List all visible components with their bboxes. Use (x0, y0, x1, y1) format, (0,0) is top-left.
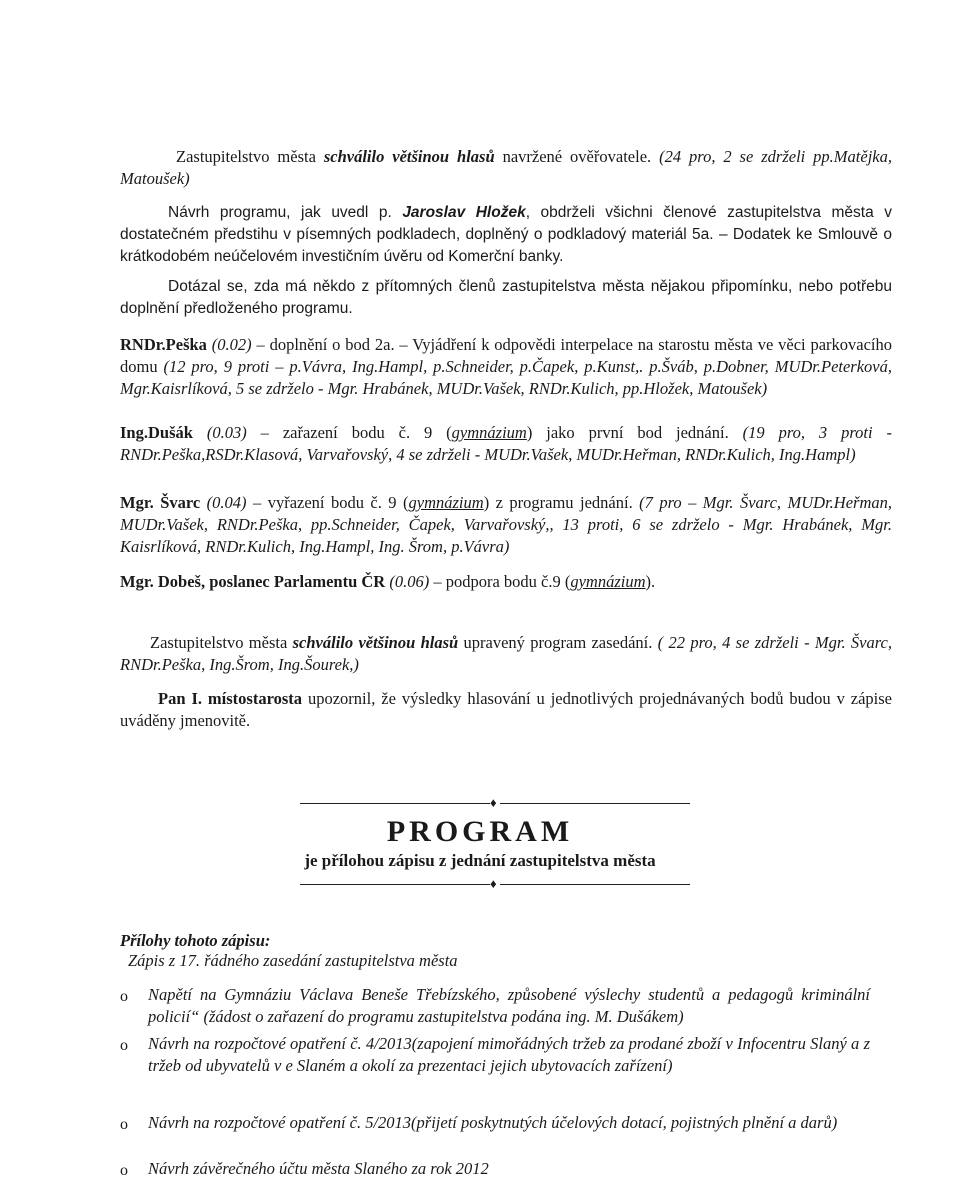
text: Návrh programu, jak uvedl p. (168, 204, 403, 221)
person-name: Pan I. místostarosta (158, 689, 303, 708)
bullet-icon: o (120, 1037, 128, 1054)
vote-result: (19 pro, 3 proti - RNDr.Peška,RSDr.Klasová, Varvařovský, 4 se zdrželi - MUDr.Vašek, MUDr.Heřman, RNDr.Kulich, Ing.Hampl) (120, 423, 893, 464)
bullet-icon: o (120, 1162, 128, 1179)
paragraph-verifiers (120, 146, 892, 190)
paragraph-question (120, 276, 892, 320)
text: Dotázal se, zda má někdo z přítomných členů zastupitelstva města nějakou připomínku, nebo potřebu doplnění předloženého programu. (120, 278, 892, 317)
attachment-item: Napětí na Gymnáziu Václava Beneše Třebízského, způsobené výslechy studentů a pedagogů kriminální policií“ (žádost o zařazení do programu zastupitelstva podána ing. M. Dušákem) (148, 985, 870, 1026)
person-name: Ing.Dušák (120, 423, 193, 442)
item-number: (0.06) (385, 572, 430, 591)
diamond-ornament-icon: ♦ (490, 795, 497, 810)
text: – vyřazení bodu č. 9 ( (246, 493, 409, 512)
paragraph-dobes-support (120, 571, 892, 593)
item-number: (0.04) (200, 493, 247, 512)
vote-result: (12 pro, 9 proti – p.Vávra, Ing.Hampl, p.Schneider, p.Čapek, p.Kunst,. p.Šváb, p.Dobner, MUDr.Peterková, Mgr.Kaisrlíková, 5 se zdrželo - Mgr. Hrabánek, MUDr.Vašek, RNDr.Kulich, pp.Hložek, Matoušek) (120, 357, 892, 398)
item-number: (0.03) (192, 423, 247, 442)
bullet-icon: o (120, 988, 128, 1005)
attachment-item: Návrh na rozpočtové opatření č. 5/2013(přijetí poskytnutých účelových dotací, pojistných plnění a darů) (148, 1113, 838, 1132)
person-name: Mgr. Dobeš, poslanec Parlamentu ČR (120, 572, 386, 591)
person-name: RNDr.Peška (120, 335, 207, 354)
text: , obdrželi všichni členové zastupitelstva města v dostatečném předstihu v písemných podkladech, doplněný o podkladový materiál 5a. – Dodatek ke Smlouvě o krátkodobém neúčelovém investičním úvěru od Komerční banky. (120, 204, 892, 265)
text: – zařazení bodu č. 9 ( (246, 423, 452, 442)
program-title: PROGRAM (386, 815, 574, 848)
topic: gymnázium (408, 493, 484, 512)
vote-result: ( 22 pro, 4 se zdrželi - Mgr. Švarc, RNDr.Peška, Ing.Šrom, Ing.Šourek,) (120, 633, 892, 674)
paragraph-program-proposal (120, 202, 892, 268)
text: Zastupitelstvo města (150, 633, 293, 652)
person-name: Jaroslav Hložek (402, 204, 526, 221)
text: ). (645, 572, 656, 591)
text: ) jako první bod jednání. (526, 423, 743, 442)
approved-phrase: schválilo většinou hlasů (292, 633, 459, 652)
topic: gymnázium (570, 572, 646, 591)
attachment-minutes: Zápis z 17. řádného zasedání zastupitelstva města (128, 951, 458, 970)
attachment-item: Návrh závěrečného účtu města Slaného za rok 2012 (148, 1159, 489, 1178)
item-number: (0.02) (206, 335, 252, 354)
paragraph-dusak-proposal (120, 422, 892, 466)
attachments-heading: Přílohy tohoto zápisu: (120, 931, 271, 950)
text: ) z programu jednání. (483, 493, 640, 512)
text: – podpora bodu č.9 ( (429, 572, 571, 591)
vote-result: (7 pro – Mgr. Švarc, MUDr.Heřman, MUDr.Vašek, RNDr.Peška, pp.Schneider, Čapek, Varvařovský,, 13 proti, 6 se zdrželo - Mgr. Hrabánek, Mgr. Kaisrlíková, RNDr.Kulich, Ing.Hampl, Ing. Šrom, p.Vávra) (120, 493, 892, 556)
paragraph-deputy-mayor-note (120, 688, 892, 732)
attachment-item: Návrh na rozpočtové opatření č. 4/2013(zapojení mimořádných tržeb za prodané zboží v Infocentru Slaný a z tržeb od ubyvatelů v e Slaném a okolí za prezentaci jejich ubytovacích zařízení) (148, 1034, 870, 1075)
divider-bottom (300, 884, 490, 885)
divider-top-right (500, 803, 690, 804)
text: Zastupitelstvo města (176, 147, 324, 166)
text: navržené ověřovatele. (494, 147, 660, 166)
text: – doplnění o bod 2a. – Vyjádření k odpovědi interpelace na starostu města ve věci parkovacího domu (120, 335, 892, 376)
topic: gymnázium (451, 423, 527, 442)
bullet-icon: o (120, 1116, 128, 1133)
paragraph-pesk-proposal (120, 334, 892, 400)
diamond-ornament-icon: ♦ (490, 876, 497, 891)
text: upravený program zasedání. (458, 633, 658, 652)
paragraph-svarc-proposal (120, 492, 892, 558)
approved-phrase: schválilo většinou hlasů (323, 147, 495, 166)
divider-top (300, 803, 490, 804)
vote-result: (24 pro, 2 se zdrželi pp.Matějka, Matoušek) (120, 147, 892, 188)
text: upozornil, že výsledky hlasování u jednotlivých projednávaných bodů budou v zápise uváděny jmenovitě. (120, 689, 892, 730)
paragraph-program-approved (120, 632, 892, 676)
divider-bottom-right (500, 884, 690, 885)
program-subtitle: je přílohou zápisu z jednání zastupitelstva města (304, 851, 656, 870)
person-name: Mgr. Švarc (120, 493, 201, 512)
